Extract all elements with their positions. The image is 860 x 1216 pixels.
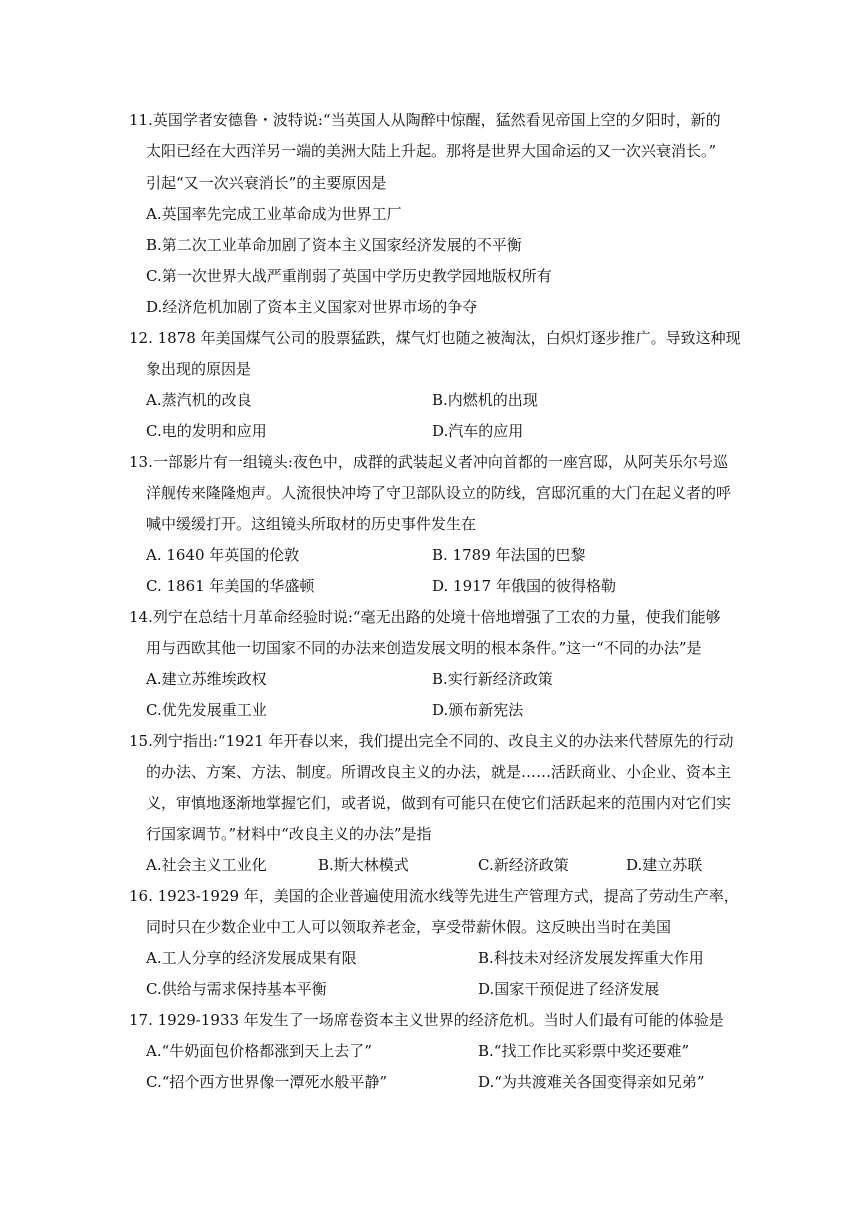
question-14-option-c: C.优先发展重工业 <box>146 701 267 719</box>
question-12-option-a: A.蒸汽机的改良 <box>146 391 252 409</box>
question-16-option-b: B.科技未对经济发展发挥重大作用 <box>478 949 704 967</box>
question-16-option-a: A.工人分享的经济发展成果有限 <box>146 949 357 967</box>
question-13-line-1: 13.一部影片有一组镜头:夜色中，成群的武装起义者冲向首都的一座宫邸，从阿芙乐尔号巡 <box>129 453 728 471</box>
question-14-option-d: D.颁布新宪法 <box>432 701 524 719</box>
question-12-option-d: D.汽车的应用 <box>432 422 524 440</box>
question-11-option-a: A.英国率先完成工业革命成为世界工厂 <box>146 205 402 223</box>
question-11-option-b: B.第二次工业革命加剧了资本主义国家经济发展的不平衡 <box>146 236 522 254</box>
question-15-option-b: B.斯大林模式 <box>318 856 409 874</box>
question-13-option-a: A. 1640 年英国的伦敦 <box>146 546 300 564</box>
question-11-line-1: 11.英国学者安德鲁・波特说:“当英国人从陶醉中惊醒，猛然看见帝国上空的夕阳时，新的 <box>129 111 721 129</box>
question-16-line-2: 同时只在少数企业中工人可以领取养老金，享受带薪休假。这反映出当时在美国 <box>146 918 672 936</box>
question-15-line-4: 行国家调节。”材料中“改良主义的办法”是指 <box>146 825 432 843</box>
question-11-option-d: D.经济危机加剧了资本主义国家对世界市场的争夺 <box>146 298 478 316</box>
question-13-line-3: 喊中缓缓打开。这组镜头所取材的历史事件发生在 <box>146 515 477 533</box>
question-17-option-c: C.“招个西方世界像一潭死水般平静” <box>146 1073 388 1091</box>
question-16-line-1: 16. 1923-1929 年，美国的企业普遍使用流水线等先进生产管理方式，提高了劳动生产率， <box>129 887 739 905</box>
question-15-line-3: 义，审慎地逐渐地掌握它们，或者说，做到有可能只在使它们活跃起来的范围内对它们实 <box>146 794 732 812</box>
question-13-option-d: D. 1917 年俄国的彼得格勒 <box>432 577 616 595</box>
question-16-option-c: C.供给与需求保持基本平衡 <box>146 980 327 998</box>
question-14-line-2: 用与西欧其他一切国家不同的办法来创造发展文明的根本条件。”这一“不同的办法”是 <box>146 639 702 657</box>
question-15-option-d: D.建立苏联 <box>626 856 703 874</box>
question-16-option-d: D.国家干预促进了经济发展 <box>478 980 660 998</box>
question-12-line-1: 12. 1878 年美国煤气公司的股票猛跌，煤气灯也随之被淘汰，白炽灯逐步推广。导致这种现 <box>129 329 741 347</box>
question-17-option-d: D.“为共渡难关各国变得亲如兄弟” <box>478 1073 705 1091</box>
question-11-line-3: 引起“又一次兴衰消长”的主要原因是 <box>146 174 387 192</box>
question-13-line-2: 洋舰传来隆隆炮声。人流很快冲垮了守卫部队设立的防线，宫邸沉重的大门在起义者的呼 <box>146 484 732 502</box>
question-14-option-a: A.建立苏维埃政权 <box>146 670 267 688</box>
question-17-line-1: 17. 1929-1933 年发生了一场席卷资本主义世界的经济危机。当时人们最有可能的体验是 <box>129 1011 724 1029</box>
question-15-option-c: C.新经济政策 <box>478 856 569 874</box>
question-13-option-b: B. 1789 年法国的巴黎 <box>432 546 586 564</box>
question-14-option-b: B.实行新经济政策 <box>432 670 553 688</box>
question-13-option-c: C. 1861 年美国的华盛顿 <box>146 577 315 595</box>
question-17-option-b: B.“找工作比买彩票中奖还要难” <box>478 1042 690 1060</box>
question-17-option-a: A.“牛奶面包价格都涨到天上去了” <box>146 1042 372 1060</box>
question-12-option-b: B.内燃机的出现 <box>432 391 538 409</box>
question-11-option-c: C.第一次世界大战严重削弱了英国中学历史教学园地版权所有 <box>146 267 552 285</box>
question-11-line-2: 太阳已经在大西洋另一端的美洲大陆上升起。那将是世界大国命运的又一次兴衰消长。” <box>146 142 717 160</box>
question-12-line-2: 象出现的原因是 <box>146 360 252 378</box>
question-15-option-a: A.社会主义工业化 <box>146 856 267 874</box>
question-15-line-2: 的办法、方案、方法、制度。所谓改良主义的办法，就是……活跃商业、小企业、资本主 <box>146 763 732 781</box>
question-12-option-c: C.电的发明和应用 <box>146 422 267 440</box>
question-14-line-1: 14.列宁在总结十月革命经验时说:“毫无出路的处境十倍地增强了工农的力量，使我们能够 <box>129 608 721 626</box>
question-15-line-1: 15.列宁指出:“1921 年开春以来，我们提出完全不同的、改良主义的办法来代替原先的行动 <box>129 732 734 750</box>
